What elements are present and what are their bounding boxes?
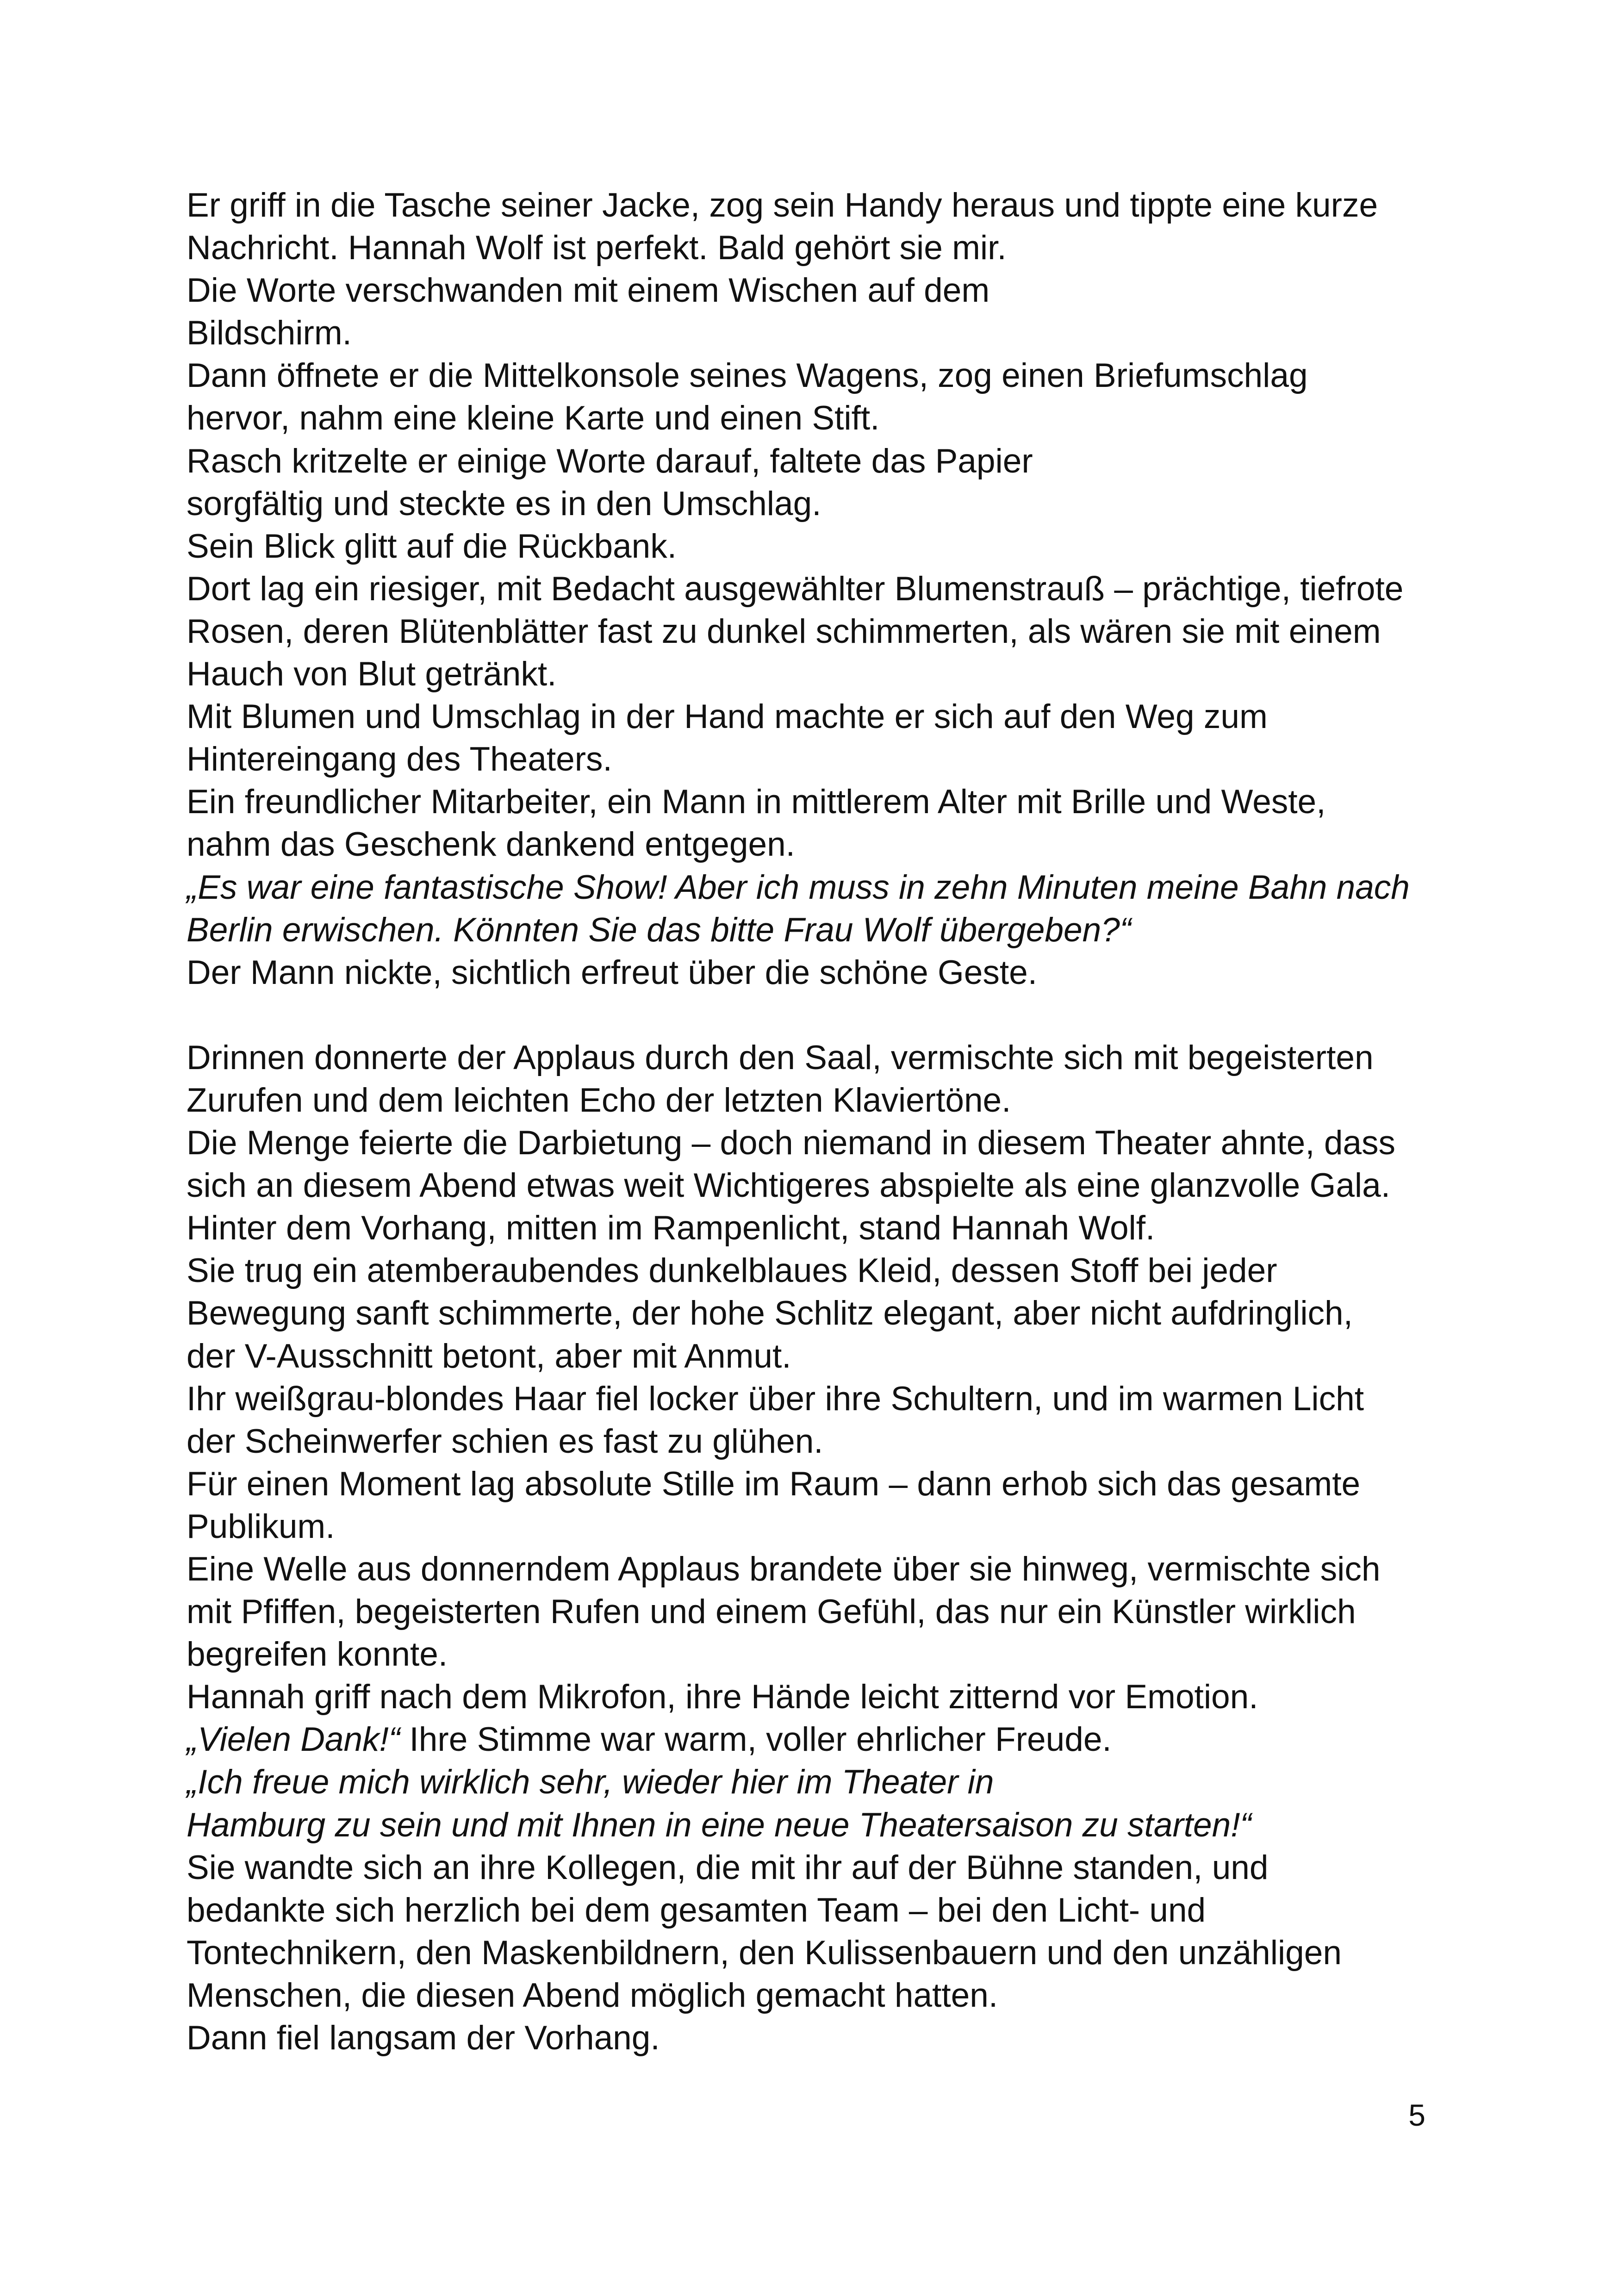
paragraph-break	[187, 994, 1473, 1037]
quote-line: Hamburg zu sein und mit Ihnen in eine neue Theatersaison zu starten!“	[187, 1806, 1251, 1844]
text-line: Hauch von Blut getränkt.	[187, 655, 557, 693]
text-line	[187, 1718, 1473, 1761]
page-number: 5	[1408, 2098, 1425, 2132]
text-line: Für einen Moment lag absolute Stille im Raum – dann erhob sich das gesamte	[187, 1465, 1361, 1503]
text-line: Ein freundlicher Mitarbeiter, ein Mann in mittlerem Alter mit Brille und Weste,	[187, 783, 1326, 821]
quote-line: Berlin erwischen. Könnten Sie das bitte Frau Wolf übergeben?“	[187, 911, 1132, 949]
text-line: Tontechnikern, den Maskenbildnern, den Kulissenbauern und den unzähligen	[187, 1934, 1342, 1972]
text-line: Hannah griff nach dem Mikrofon, ihre Hände leicht zitternd vor Emotion.	[187, 1678, 1258, 1716]
text-line: Rosen, deren Blütenblätter fast zu dunkel schimmerten, als wären sie mit einem	[187, 612, 1381, 650]
quote-fragment: „Vielen Dank!“	[187, 1721, 400, 1759]
text-line: Menschen, die diesen Abend möglich gemacht hatten.	[187, 1976, 998, 2014]
text-line: nahm das Geschenk dankend entgegen.	[187, 826, 795, 864]
text-line: Dann fiel langsam der Vorhang.	[187, 2019, 660, 2057]
text-line: Sie trug ein atemberaubendes dunkelblaues Kleid, dessen Stoff bei jeder	[187, 1252, 1277, 1290]
text-line: Dort lag ein riesiger, mit Bedacht ausgewählter Blumenstrauß – prächtige, tiefrote	[187, 570, 1404, 608]
text-fragment: Ihre Stimme war warm, voller ehrlicher Freude.	[400, 1721, 1112, 1759]
text-line: Hintereingang des Theaters.	[187, 740, 612, 778]
text-line: der V-Ausschnitt betont, aber mit Anmut.	[187, 1337, 791, 1375]
text-line: mit Pfiffen, begeisterten Rufen und einem Gefühl, das nur ein Künstler wirklich	[187, 1593, 1356, 1631]
text-line: Rasch kritzelte er einige Worte darauf, faltete das Papier	[187, 442, 1033, 480]
text-line: sorgfältig und steckte es in den Umschlag.	[187, 485, 821, 523]
quote-line: „Ich freue mich wirklich sehr, wieder hier im Theater in	[187, 1763, 994, 1801]
text-line: Die Worte verschwanden mit einem Wischen auf dem	[187, 272, 990, 310]
text-line: Dann öffnete er die Mittelkonsole seines Wagens, zog einen Briefumschlag	[187, 357, 1308, 395]
text-line: der Scheinwerfer schien es fast zu glühen.	[187, 1422, 823, 1460]
text-line: Er griff in die Tasche seiner Jacke, zog sein Handy heraus und tippte eine kurze	[187, 187, 1378, 224]
text-line: Ihr weißgrau-blondes Haar fiel locker über ihre Schultern, und im warmen Licht	[187, 1380, 1364, 1418]
text-line: begreifen konnte.	[187, 1636, 448, 1674]
text-line: Zurufen und dem leichten Echo der letzten Klaviertöne.	[187, 1081, 1011, 1119]
text-line: sich an diesem Abend etwas weit Wichtigeres abspielte als eine glanzvolle Gala.	[187, 1167, 1391, 1205]
text-line: Bewegung sanft schimmerte, der hohe Schlitz elegant, aber nicht aufdringlich,	[187, 1294, 1353, 1332]
text-line: Sie wandte sich an ihre Kollegen, die mit ihr auf der Bühne standen, und	[187, 1848, 1269, 1886]
text-line: Eine Welle aus donnerndem Applaus brandete über sie hinweg, vermischte sich	[187, 1550, 1381, 1588]
text-line: bedankte sich herzlich bei dem gesamten Team – bei den Licht- und	[187, 1891, 1206, 1929]
text-line: Bildschirm.	[187, 314, 352, 352]
text-line: Die Menge feierte die Darbietung – doch niemand in diesem Theater ahnte, dass	[187, 1124, 1396, 1162]
text-line: Publikum.	[187, 1507, 335, 1545]
quote-line: „Es war eine fantastische Show! Aber ich muss in zehn Minuten meine Bahn nach	[187, 868, 1410, 906]
text-line: hervor, nahm eine kleine Karte und einen Stift.	[187, 399, 880, 437]
text-line: Nachricht. Hannah Wolf ist perfekt. Bald gehört sie mir.	[187, 229, 1007, 267]
text-line: Mit Blumen und Umschlag in der Hand machte er sich auf den Weg zum	[187, 698, 1268, 736]
text-line: Drinnen donnerte der Applaus durch den Saal, vermischte sich mit begeisterten	[187, 1039, 1374, 1076]
body-text	[187, 184, 1473, 2060]
text-line: Der Mann nickte, sichtlich erfreut über die schöne Geste.	[187, 953, 1038, 991]
text-line: Sein Blick glitt auf die Rückbank.	[187, 527, 677, 565]
text-line: Hinter dem Vorhang, mitten im Rampenlicht, stand Hannah Wolf.	[187, 1209, 1155, 1247]
